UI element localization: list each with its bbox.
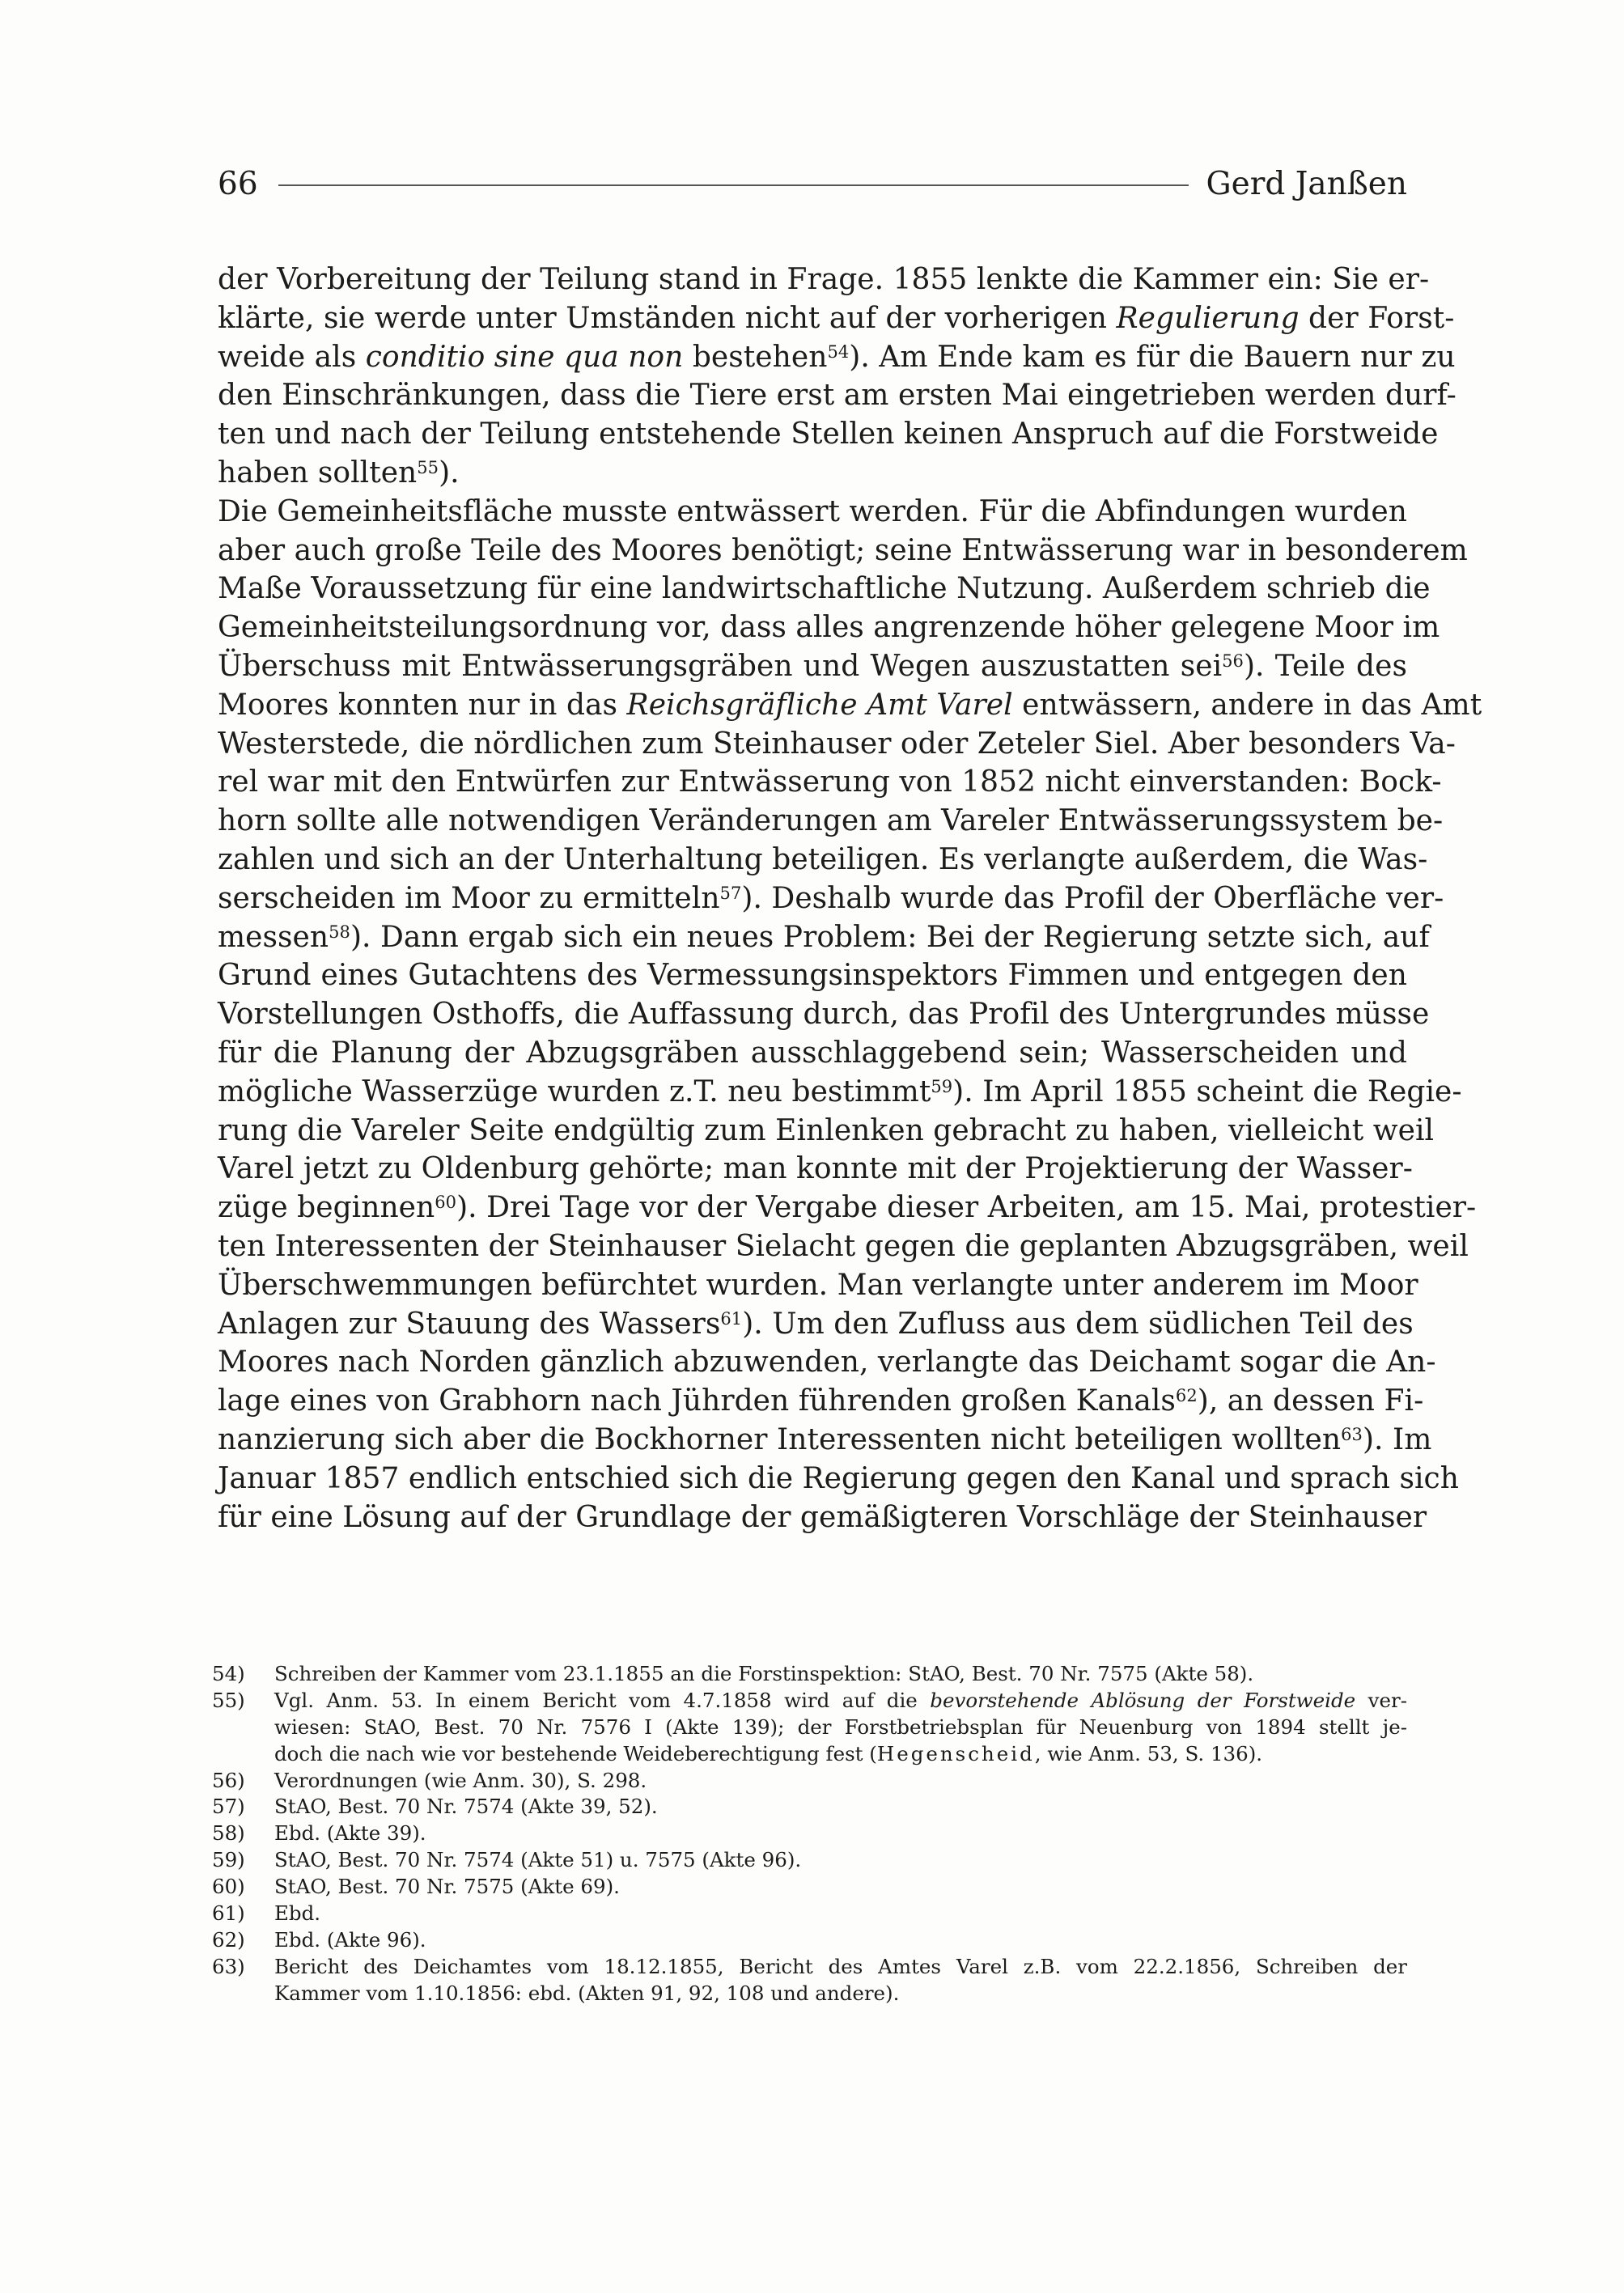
text-line bbox=[218, 763, 1442, 802]
footnote-text bbox=[274, 1794, 1407, 1820]
text-run: klärte, sie werde unter Umständen nicht auf der vorherigen bbox=[218, 301, 1117, 335]
footnote-text bbox=[274, 1820, 1407, 1847]
text-run: , wie Anm. 53, S. 136). bbox=[1034, 1741, 1263, 1765]
text-run: Westerstede, die nördlichen zum Steinhauser oder Zeteler Siel. Aber besonders Va- bbox=[218, 727, 1457, 761]
text-line bbox=[218, 608, 1440, 647]
text-line bbox=[218, 1034, 1407, 1073]
text-run: Grund eines Gutachtens des Vermessungsinspektors Fimmen und entgegen den bbox=[218, 959, 1407, 993]
footnote-ref: 56 bbox=[1222, 651, 1244, 671]
text-line bbox=[218, 1382, 1424, 1421]
text-run: ), an dessen Fi- bbox=[1197, 1384, 1424, 1418]
text-line bbox=[218, 841, 1428, 879]
text-run: zahlen und sich an der Unterhaltung beteiligen. Es verlangte außerdem, die Was- bbox=[218, 842, 1428, 876]
text-run: ). Drei Tage vor der Vergabe dieser Arbeiten, am 15. Mai, protestier- bbox=[456, 1191, 1477, 1225]
text-line bbox=[218, 647, 1407, 686]
text-line bbox=[218, 415, 1439, 454]
footnote-ref: 63 bbox=[1341, 1424, 1363, 1444]
italic-text: Reichsgräfliche Amt Varel bbox=[626, 688, 1013, 722]
text-run: doch die nach wie vor bestehende Weideberechtigung fest ( bbox=[274, 1741, 877, 1765]
footnote bbox=[212, 1874, 1407, 1901]
text-run: ). Deshalb wurde das Profil der Oberfläche ver- bbox=[741, 881, 1444, 915]
footnote-text bbox=[274, 1927, 1407, 1954]
text-run: für die Planung der Abzugsgräben ausschlaggebend sein; Wasserscheiden und bbox=[218, 1036, 1407, 1070]
text-line bbox=[218, 1460, 1459, 1498]
text-line bbox=[218, 956, 1407, 995]
text-run: bestehen bbox=[683, 340, 828, 374]
footnote-text bbox=[274, 1768, 1407, 1795]
text-run: rel war mit den Entwürfen zur Entwässerung von 1852 nicht einverstanden: Bock- bbox=[218, 765, 1442, 799]
footnote-line bbox=[274, 1874, 1407, 1901]
footnote-text bbox=[274, 1847, 1407, 1874]
footnote-line bbox=[274, 1954, 1407, 1981]
text-run: Varel jetzt zu Oldenburg gehörte; man konnte mit der Projektierung der Wasser- bbox=[218, 1152, 1413, 1186]
text-line bbox=[218, 1305, 1414, 1344]
footnote-ref: 62 bbox=[1175, 1386, 1198, 1406]
text-run: der Forst- bbox=[1299, 301, 1455, 335]
text-line bbox=[218, 686, 1482, 725]
footnote-number: 59) bbox=[212, 1848, 245, 1872]
text-run: Ebd. bbox=[274, 1901, 321, 1926]
footnote-number: 62) bbox=[212, 1928, 245, 1952]
footnote-line bbox=[274, 1768, 1407, 1795]
text-run: Moores nach Norden gänzlich abzuwenden, verlangte das Deichamt sogar die An- bbox=[218, 1346, 1436, 1380]
text-run: ver- bbox=[1355, 1688, 1407, 1712]
text-run: den Einschränkungen, dass die Tiere erst am ersten Mai eingetrieben werden durf- bbox=[218, 379, 1457, 413]
footnote-ref: 60 bbox=[435, 1193, 457, 1213]
text-line bbox=[218, 299, 1455, 338]
text-run: horn sollte alle notwendigen Veränderungen am Vareler Entwässerungssystem be- bbox=[218, 804, 1444, 838]
text-line bbox=[218, 1421, 1432, 1460]
footnote-number: 56) bbox=[212, 1768, 245, 1792]
header-rule bbox=[278, 184, 1189, 186]
footnote-line bbox=[274, 1714, 1407, 1741]
footnote-ref: 58 bbox=[329, 922, 350, 942]
text-line bbox=[218, 454, 1407, 493]
text-run: für eine Lösung auf der Grundlage der gemäßigteren Vorschläge der Steinhauser bbox=[218, 1500, 1427, 1534]
text-line bbox=[218, 995, 1430, 1034]
text-line bbox=[218, 725, 1457, 764]
footnote-line bbox=[274, 1901, 1407, 1927]
text-line bbox=[218, 1498, 1427, 1537]
text-run: ten Interessenten der Steinhauser Sielacht gegen die geplanten Abzugsgräben, weil bbox=[218, 1229, 1469, 1263]
text-line bbox=[218, 802, 1444, 841]
text-run: Januar 1857 endlich entschied sich die Regierung gegen den Kanal und sprach sich bbox=[218, 1461, 1459, 1495]
text-line bbox=[218, 532, 1468, 570]
text-line bbox=[218, 570, 1431, 608]
footnote-text bbox=[274, 1954, 1407, 2007]
footnote-line bbox=[274, 1927, 1407, 1954]
footnote-number: 60) bbox=[212, 1875, 245, 1899]
footnote-line bbox=[274, 1661, 1407, 1688]
text-run: weide als bbox=[218, 340, 366, 374]
footnote bbox=[212, 1768, 1407, 1795]
text-line bbox=[218, 1343, 1436, 1382]
footnote-text bbox=[274, 1874, 1407, 1901]
italic-text: bevorstehende Ablösung der Forstweide bbox=[930, 1688, 1356, 1712]
footnote-number: 57) bbox=[212, 1795, 245, 1819]
text-run: Vorstellungen Osthoffs, die Auffassung durch, das Profil des Untergrundes müsse bbox=[218, 998, 1430, 1032]
text-run: Die Gemeinheitsfläche musste entwässert werden. Für die Abfindungen wurden bbox=[218, 494, 1407, 528]
footnote-text bbox=[274, 1688, 1407, 1768]
text-line bbox=[218, 1189, 1477, 1227]
text-run: messen bbox=[218, 920, 329, 954]
body-text bbox=[218, 261, 1482, 1536]
text-run: Vgl. Anm. 53. In einem Bericht vom 4.7.1858 wird auf die bbox=[274, 1688, 931, 1712]
text-line bbox=[218, 918, 1430, 957]
text-run: Überschwemmungen befürchtet wurden. Man verlangte unter anderem im Moor bbox=[218, 1268, 1418, 1302]
footnote-number: 58) bbox=[212, 1821, 245, 1846]
text-run: rung die Vareler Seite endgültig zum Einlenken gebracht zu haben, vielleicht weil bbox=[218, 1113, 1435, 1147]
footnote-text bbox=[274, 1661, 1407, 1688]
footnote-ref: 54 bbox=[827, 341, 850, 362]
text-line bbox=[218, 1112, 1435, 1151]
text-run: Kammer vom 1.10.1856: ebd. (Akten 91, 92, 108 und andere). bbox=[274, 1981, 900, 2005]
footnote-ref: 61 bbox=[720, 1308, 743, 1329]
footnote-ref: 57 bbox=[719, 883, 742, 903]
footnotes bbox=[212, 1661, 1407, 2007]
text-line bbox=[218, 493, 1407, 532]
text-run: ). Um den Zufluss aus dem südlichen Teil des bbox=[742, 1307, 1414, 1341]
text-run: Anlagen zur Stauung des Wassers bbox=[218, 1307, 721, 1341]
footnote bbox=[212, 1847, 1407, 1874]
text-line bbox=[218, 1227, 1469, 1266]
text-run: ). Im bbox=[1362, 1422, 1432, 1456]
text-line bbox=[218, 376, 1457, 415]
text-run: Ebd. (Akte 96). bbox=[274, 1928, 426, 1952]
text-line bbox=[218, 879, 1444, 918]
text-run: Maße Voraussetzung für eine landwirtschaftliche Nutzung. Außerdem schrieb die bbox=[218, 572, 1431, 606]
footnote-ref: 55 bbox=[417, 457, 439, 477]
text-run: ). Dann ergab sich ein neues Problem: Bei der Regierung setzte sich, auf bbox=[350, 920, 1430, 954]
text-run: der Vorbereitung der Teilung stand in Frage. 1855 lenkte die Kammer ein: Sie er- bbox=[218, 263, 1430, 296]
footnote-line bbox=[274, 1688, 1407, 1714]
footnote-number: 54) bbox=[212, 1662, 245, 1685]
text-run: StAO, Best. 70 Nr. 7574 (Akte 51) u. 7575 (Akte 96). bbox=[274, 1848, 802, 1872]
text-run: Verordnungen (wie Anm. 30), S. 298. bbox=[274, 1768, 647, 1792]
footnote-number: 61) bbox=[212, 1901, 245, 1926]
footnote bbox=[212, 1820, 1407, 1847]
text-run: Schreiben der Kammer vom 23.1.1855 an die Forstinspektion: StAO, Best. 70 Nr. 7575 (Akte 58). bbox=[274, 1662, 1254, 1685]
footnote bbox=[212, 1954, 1407, 2007]
text-run: ). Im April 1855 scheint die Regie- bbox=[952, 1074, 1462, 1108]
text-run: ). Am Ende kam es für die Bauern nur zu bbox=[849, 340, 1456, 374]
text-run: ). bbox=[439, 456, 460, 490]
footnote bbox=[212, 1901, 1407, 1927]
text-run: ten und nach der Teilung entstehende Stellen keinen Anspruch auf die Forstweide bbox=[218, 417, 1439, 451]
text-run: züge beginnen bbox=[218, 1191, 435, 1225]
text-run: aber auch große Teile des Moores benötigt; seine Entwässerung war in besonderem bbox=[218, 533, 1468, 567]
footnote-line bbox=[274, 1820, 1407, 1847]
text-run: nanzierung sich aber die Bockhorner Interessenten nicht beteiligen wollten bbox=[218, 1422, 1342, 1456]
italic-text: conditio sine qua non bbox=[365, 340, 684, 374]
running-header-author: Gerd Janßen bbox=[1206, 166, 1407, 202]
footnote bbox=[212, 1794, 1407, 1820]
page-number: 66 bbox=[218, 166, 258, 202]
text-run: serscheiden im Moor zu ermitteln bbox=[218, 881, 720, 915]
text-run: Moores konnten nur in das bbox=[218, 688, 627, 722]
footnote-number: 55) bbox=[212, 1688, 245, 1712]
text-run: entwässern, andere in das Amt bbox=[1012, 688, 1482, 722]
footnote-line bbox=[274, 1847, 1407, 1874]
text-run: lage eines von Grabhorn nach Jührden führenden großen Kanals bbox=[218, 1384, 1176, 1418]
italic-text: Regulierung bbox=[1116, 301, 1300, 335]
footnote bbox=[212, 1927, 1407, 1954]
text-line bbox=[218, 338, 1456, 377]
footnote-text bbox=[274, 1901, 1407, 1927]
text-run: Bericht des Deichamtes vom 18.12.1855, Bericht des Amtes Varel z.B. vom 22.2.1856, Schreiben der bbox=[274, 1954, 1407, 1978]
text-run: Ebd. (Akte 39). bbox=[274, 1821, 426, 1846]
text-line bbox=[218, 1073, 1462, 1112]
spaced-name: Hegenscheid bbox=[876, 1741, 1035, 1765]
running-header bbox=[218, 160, 1407, 209]
text-run: ). Teile des bbox=[1243, 649, 1407, 683]
footnote-line bbox=[274, 1741, 1407, 1768]
text-run: mögliche Wasserzüge wurden z.T. neu bestimmt bbox=[218, 1074, 931, 1108]
text-line bbox=[218, 1150, 1413, 1189]
text-run: StAO, Best. 70 Nr. 7575 (Akte 69). bbox=[274, 1875, 620, 1899]
footnote bbox=[212, 1688, 1407, 1768]
text-run: wiesen: StAO, Best. 70 Nr. 7576 I (Akte 139); der Forstbetriebsplan für Neuenburg von 1894 stellt je- bbox=[274, 1714, 1407, 1739]
footnote-line bbox=[274, 1981, 1407, 2007]
text-line bbox=[218, 261, 1430, 299]
text-run: StAO, Best. 70 Nr. 7574 (Akte 39, 52). bbox=[274, 1795, 658, 1819]
footnote bbox=[212, 1661, 1407, 1688]
footnote-number: 63) bbox=[212, 1954, 245, 1978]
text-line bbox=[218, 1266, 1418, 1305]
text-run: Gemeinheitsteilungsordnung vor, dass alles angrenzende höher gelegene Moor im bbox=[218, 611, 1440, 645]
footnote-line bbox=[274, 1794, 1407, 1820]
text-run: haben sollten bbox=[218, 456, 418, 490]
footnote-ref: 59 bbox=[931, 1076, 953, 1096]
text-run: Überschuss mit Entwässerungsgräben und Wegen auszustatten sei bbox=[218, 649, 1223, 683]
